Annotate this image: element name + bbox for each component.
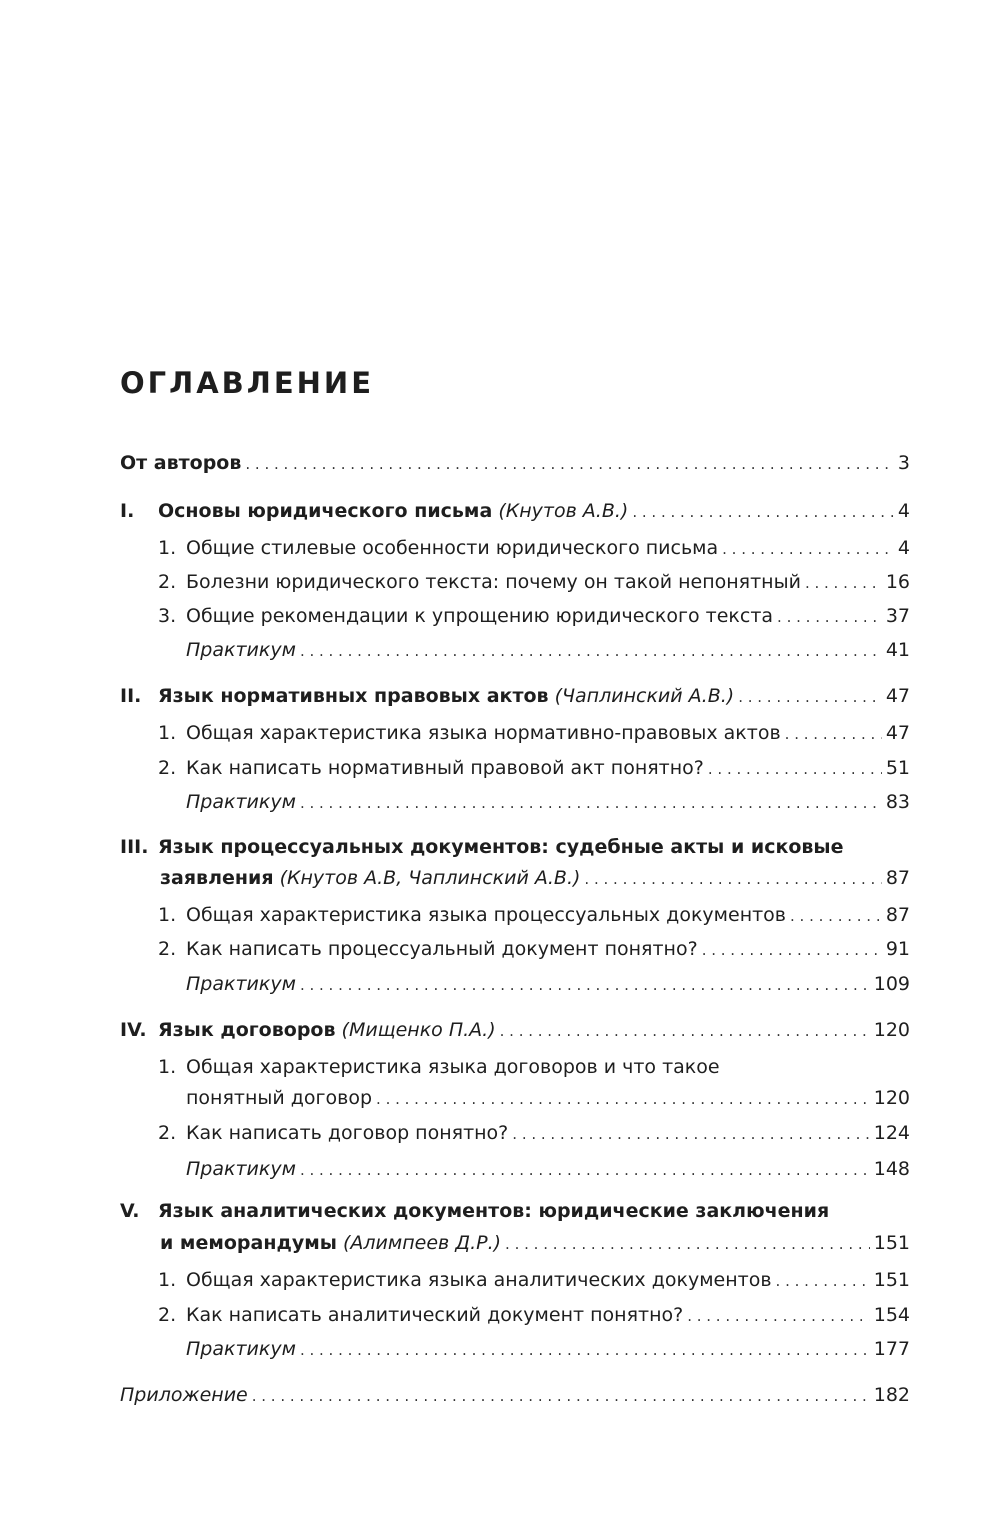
leader-dots: [738, 682, 882, 712]
toc-section-3-1[interactable]: [158, 900, 910, 930]
chapter-author: (Алимпеев Д.Р.): [342, 1232, 502, 1254]
toc-section-5-2[interactable]: [158, 1300, 910, 1330]
page-number: 51: [885, 757, 910, 779]
toc-practicum-3[interactable]: [186, 969, 910, 999]
chapter-author: (Чаплинский А.В.): [554, 685, 735, 707]
page-title: ОГЛАВЛЕНИЕ: [120, 366, 375, 400]
page-number: 87: [885, 904, 910, 926]
page-number: 3: [897, 452, 910, 474]
section-number: 1.: [158, 904, 177, 926]
toc-practicum-2[interactable]: [186, 787, 910, 817]
entry-label: Приложение: [120, 1384, 248, 1406]
section-number: 1.: [158, 1269, 177, 1291]
chapter-title-line1: Язык процессуальных документов: судебные акты и исковые: [158, 836, 844, 858]
section-title-line1: Общая характеристика языка договоров и что такое: [186, 1056, 720, 1078]
section-number: 2.: [158, 1122, 177, 1144]
leader-dots: [300, 636, 882, 666]
section-title: Общая характеристика языка процессуальных документов: [186, 904, 787, 926]
toc-practicum-5[interactable]: [186, 1334, 910, 1364]
page-number: 47: [885, 685, 910, 707]
leader-dots: [805, 568, 882, 598]
leader-dots: [245, 449, 894, 479]
chapter-author: (Мищенко П.А.): [341, 1019, 496, 1041]
chapter-number: III.: [120, 836, 149, 858]
page-number: 151: [873, 1232, 910, 1254]
toc-entry-appendix[interactable]: [120, 1380, 910, 1410]
toc-practicum-1[interactable]: [186, 635, 910, 665]
page-number: 16: [885, 571, 910, 593]
page-number: 154: [873, 1304, 910, 1326]
page-number: 4: [897, 500, 910, 522]
leader-dots: [512, 1119, 869, 1149]
section-title: Как написать договор понятно?: [186, 1122, 509, 1144]
page-number: 109: [873, 973, 910, 995]
page-number: 120: [873, 1019, 910, 1041]
practicum-label: Практикум: [186, 1158, 296, 1180]
toc-section-2-2[interactable]: [158, 753, 910, 783]
leader-dots: [687, 1301, 870, 1331]
page-number: 47: [885, 722, 910, 744]
page-number: 120: [873, 1087, 910, 1109]
chapter-title-line2: и меморандумы: [160, 1232, 337, 1254]
leader-dots: [300, 1155, 870, 1185]
chapter-number: I.: [120, 500, 135, 522]
entry-label: От авторов: [120, 452, 242, 474]
chapter-title: Основы юридического письма: [158, 500, 493, 522]
toc-practicum-4[interactable]: [186, 1154, 910, 1184]
section-title: Как написать нормативный правовой акт понятно?: [186, 757, 704, 779]
page-number: 83: [885, 791, 910, 813]
page-number: 37: [885, 605, 910, 627]
toc-section-2-1[interactable]: [158, 718, 910, 748]
toc-section-1-2[interactable]: [158, 567, 910, 597]
section-title: Как написать аналитический документ понятно?: [186, 1304, 684, 1326]
section-title: Общая характеристика языка нормативно-правовых актов: [186, 722, 781, 744]
page-number: 124: [873, 1122, 910, 1144]
leader-dots: [584, 864, 881, 894]
leader-dots: [505, 1229, 870, 1259]
leader-dots: [376, 1084, 870, 1114]
page-number: 177: [873, 1338, 910, 1360]
leader-dots: [776, 1266, 870, 1296]
leader-dots: [777, 602, 882, 632]
section-number: 2.: [158, 571, 177, 593]
toc-chapter-2[interactable]: [120, 681, 910, 711]
leader-dots: [702, 935, 882, 965]
section-number: 1.: [158, 722, 177, 744]
toc-section-1-3[interactable]: [158, 601, 910, 631]
leader-dots: [500, 1016, 870, 1046]
leader-dots: [300, 788, 882, 818]
page-number: 91: [885, 938, 910, 960]
leader-dots: [722, 534, 894, 564]
page-number: 148: [873, 1158, 910, 1180]
section-number: 1.: [158, 537, 177, 559]
page-number: 87: [885, 867, 910, 889]
section-number: 3.: [158, 605, 177, 627]
leader-dots: [790, 901, 882, 931]
leader-dots: [708, 754, 882, 784]
section-number: 2.: [158, 1304, 177, 1326]
page-number: 151: [873, 1269, 910, 1291]
toc-section-4-1-line1[interactable]: [158, 1052, 910, 1082]
practicum-label: Практикум: [186, 791, 296, 813]
toc-section-1-1[interactable]: [158, 533, 910, 563]
page-number: 41: [885, 639, 910, 661]
section-number: 1.: [158, 1056, 177, 1078]
chapter-author: (Кнутов А.В, Чаплинский А.В.): [279, 867, 581, 889]
chapter-title-line1: Язык аналитических документов: юридические заключения: [158, 1200, 830, 1222]
toc-section-4-2[interactable]: [158, 1118, 910, 1148]
toc-entry-from-authors[interactable]: [120, 448, 910, 478]
section-number: 2.: [158, 938, 177, 960]
toc-chapter-5-line2[interactable]: [160, 1228, 910, 1258]
chapter-title: Язык договоров: [158, 1019, 336, 1041]
toc-section-5-1[interactable]: [158, 1265, 910, 1295]
toc-chapter-3-line1[interactable]: [120, 832, 910, 862]
page-number: 182: [873, 1384, 910, 1406]
chapter-number: V.: [120, 1200, 140, 1222]
section-title-line2: понятный договор: [186, 1087, 373, 1109]
section-number: 2.: [158, 757, 177, 779]
chapter-author: (Кнутов А.В.): [498, 500, 629, 522]
toc-chapter-1[interactable]: [120, 496, 910, 526]
leader-dots: [300, 970, 870, 1000]
practicum-label: Практикум: [186, 1338, 296, 1360]
section-title: Болезни юридического текста: почему он такой непонятный: [186, 571, 801, 593]
toc-chapter-4[interactable]: [120, 1015, 910, 1045]
chapter-number: IV.: [120, 1019, 147, 1041]
leader-dots: [632, 497, 894, 527]
chapter-title: Язык нормативных правовых актов: [158, 685, 549, 707]
toc-chapter-5-line1[interactable]: [120, 1196, 910, 1226]
practicum-label: Практикум: [186, 639, 296, 661]
toc-chapter-3-line2[interactable]: [160, 863, 910, 893]
toc-section-4-1-line2[interactable]: [186, 1083, 910, 1113]
chapter-number: II.: [120, 685, 142, 707]
toc-section-3-2[interactable]: [158, 934, 910, 964]
chapter-title-line2: заявления: [160, 867, 274, 889]
leader-dots: [300, 1335, 870, 1365]
section-title: Общие стилевые особенности юридического письма: [186, 537, 719, 559]
leader-dots: [252, 1381, 870, 1411]
section-title: Общая характеристика языка аналитических документов: [186, 1269, 772, 1291]
leader-dots: [785, 719, 882, 749]
practicum-label: Практикум: [186, 973, 296, 995]
section-title: Как написать процессуальный документ понятно?: [186, 938, 698, 960]
section-title: Общие рекомендации к упрощению юридического текста: [186, 605, 774, 627]
page-number: 4: [897, 537, 910, 559]
